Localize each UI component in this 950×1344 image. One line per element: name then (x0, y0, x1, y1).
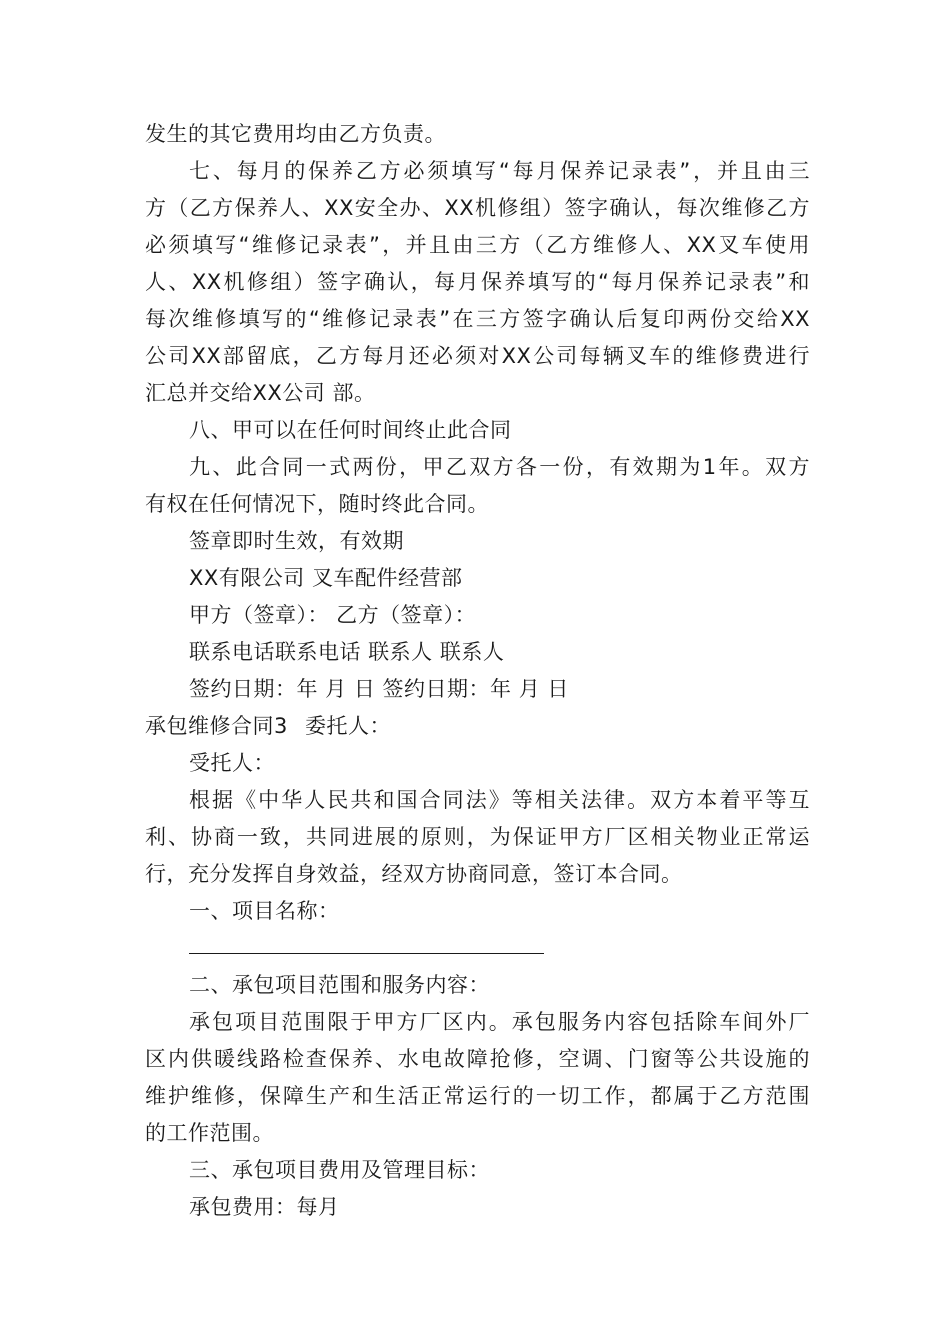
heading-line (145, 708, 810, 745)
paragraph-line: 七、每月的保养乙方必须填写“每月保养记录表”，并且由三 (189, 159, 810, 183)
section-heading: 一、项目名称： (189, 899, 340, 923)
date-line: 签约日期：年 月 日 签约日期：年 月 日 (189, 677, 569, 701)
paragraph-line: 每次维修填写的“维修记录表”在三方签字确认后复印两份交给XX (145, 307, 810, 331)
paragraph-line: 区内供暖线路检查保养、水电故障抢修，空调、门窗等公共设施的 (145, 1047, 810, 1071)
company-line: XX有限公司 叉车配件经营部 (189, 566, 463, 590)
principal-label: 委托人： (305, 714, 391, 738)
paragraph-line: 汇总并交给XX公司 部。 (145, 381, 376, 405)
paragraph-line: 必须填写“维修记录表”，并且由三方（乙方维修人、XX叉车使用 (145, 233, 810, 257)
blank-fill-line (145, 930, 810, 967)
section-heading: 三、承包项目费用及管理目标： (189, 1158, 490, 1182)
paragraph-line: 发生的其它费用均由乙方负责。 (145, 122, 446, 146)
paragraph-line: 利、协商一致，共同进展的原则，为保证甲方厂区相关物业正常运 (145, 825, 810, 849)
paragraph-line: 根据《中华人民共和国合同法》等相关法律。双方本着平等互 (189, 788, 810, 812)
paragraph-line: 签章即时生效，有效期 (189, 529, 404, 553)
paragraph-line: 维护维修，保障生产和生活正常运行的一切工作，都属于乙方范围 (145, 1084, 810, 1108)
paragraph-line: 九、此合同一式两份，甲乙双方各一份，有效期为1年。双方 (189, 455, 810, 479)
signature-line: 甲方（签章）： 乙方（签章）： (189, 603, 477, 627)
paragraph-line: 的工作范围。 (145, 1121, 274, 1145)
paragraph-line: 承包项目范围限于甲方厂区内。承包服务内容包括除车间外厂 (189, 1010, 810, 1034)
paragraph-line: 承包费用：每月 (189, 1195, 340, 1219)
contract-title: 承包维修合同3 (145, 714, 288, 738)
agent-label: 受托人： (189, 751, 275, 775)
paragraph-line: 公司XX部留底，乙方每月还必须对XX公司每辆叉车的维修费进行 (145, 344, 810, 368)
contact-line: 联系电话联系电话 联系人 联系人 (189, 640, 505, 664)
paragraph-line: 行，充分发挥自身效益，经双方协商同意，签订本合同。 (145, 862, 683, 886)
paragraph-line: 有权在任何情况下，随时终此合同。 (145, 492, 489, 516)
paragraph-line: 八、甲可以在任何时间终止此合同 (189, 418, 512, 442)
underline-blank (189, 952, 544, 954)
section-heading: 二、承包项目范围和服务内容： (189, 973, 490, 997)
paragraph-line: 人、XX机修组）签字确认，每月保养填写的“每月保养记录表”和 (145, 270, 810, 294)
document-page (145, 116, 810, 1226)
paragraph-line: 方（乙方保养人、XX安全办、XX机修组）签字确认，每次维修乙方 (145, 196, 810, 220)
